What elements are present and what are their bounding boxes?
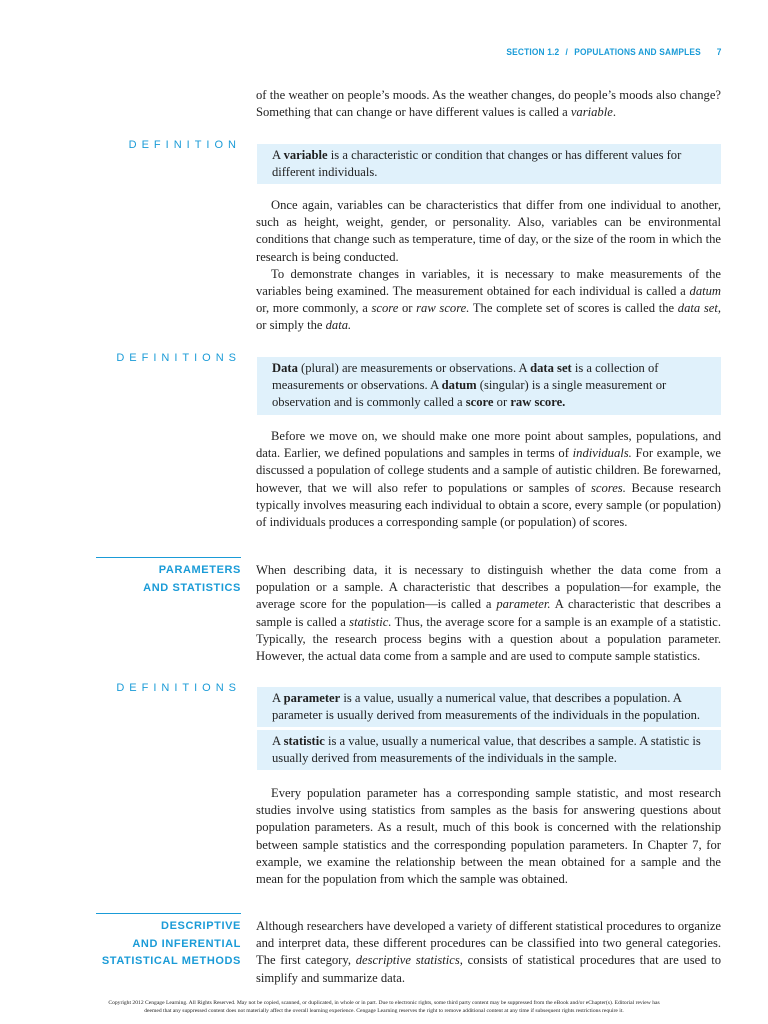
definitions-label: DEFINITIONS <box>116 682 241 694</box>
defined-term: variable <box>283 148 328 162</box>
copyright-footer: Copyright 2012 Cengage Learning. All Rights Reserved. May not be copied, scanned, or duplicated, in whole or in part. Due to electronic rights, some third party content may be suppressed from the eBook and/or eChapter(s). Editorial review has deemed that any suppressed content does not materially affect the overall learning experience. Cengage Learning reserves the right to remove additional content at any time if subsequent rights restrictions require it. <box>108 1000 660 1014</box>
paragraph: Once again, variables can be characteristics that differ from one individual to another, such as height, weight, gender, or personality. Also, variables can be environmental conditions that change such as temperature, time of day, or the size of the room in which the research is being conducted. <box>256 198 721 264</box>
header-separator: / <box>565 47 569 58</box>
definition-box-variable: A variable is a characteristic or condition that changes or has different values for different individuals. <box>257 144 721 184</box>
term-variable: variable <box>570 105 613 120</box>
variables-paragraphs <box>256 197 721 335</box>
definition-box-data: Data (plural) are measurements or observations. A data set is a collection of measurements or observations. A datum (singular) is a single measurement or observation and is commonly called a score or raw score. <box>257 357 721 415</box>
paragraph: To demonstrate changes in variables, it is necessary to make measurements of the variables being examined. The measurement obtained for each individual is called a datum or, more commonly, a score or raw score. The complete set of scores is called the data set, or simply the data. <box>256 266 721 333</box>
running-head <box>507 47 722 58</box>
intro-paragraph: of the weather on people’s moods. As the weather changes, do people’s moods also change? Something that can change or have different values is called a variable. <box>256 88 721 120</box>
page-number: 7 <box>717 47 722 58</box>
parameters-paragraph: When describing data, it is necessary to distinguish whether the data come from a population or a sample. A characteristic that describes a population—for example, the average score for the population—is called a parameter. A characteristic that describes a sample is called a statistic. Thus, the average score for a sample is an example of a statistic. Typically, the research process begins with a question about a population parameter. However, the actual data come from a sample and are used to compute sample statistics. <box>256 563 721 664</box>
samples-paragraph: Before we move on, we should make one more point about samples, populations, and data. Earlier, we defined populations and samples in terms of individuals. For example, we discussed a population of college students and a sample of autistic children. Be forewarned, however, that we will also refer to populations or samples of scores. Because research typically involves measuring each individual to obtain a score, every sample (or population) of individuals produces a corresponding sample (or population) of scores. <box>256 429 722 530</box>
definition-label: DEFINITION <box>128 139 241 151</box>
definitions-label: DEFINITIONS <box>116 352 241 364</box>
relationship-paragraph: Every population parameter has a corresponding sample statistic, and most research studies involve using statistics from samples as the basis for answering questions about population parameters. As a result, much of this book is concerned with the relationship between sample statistics and the corresponding population parameters. In Chapter 7, for example, we examine the relationship between the mean obtained for a sample and the mean for the population from which the sample was obtained. <box>256 786 721 887</box>
side-heading-descriptive: DESCRIPTIVE AND INFERENTIAL STATISTICAL METHODS <box>96 913 241 971</box>
section-title: POPULATIONS AND SAMPLES <box>574 47 702 58</box>
section-number: SECTION 1.2 <box>506 47 560 58</box>
descriptive-paragraph: Although researchers have developed a variety of different statistical procedures to organize and interpret data, these different procedures can be classified into two general categories. The first category, descriptive statistics, consists of statistical procedures that are used to simplify and summarize data. <box>256 919 721 985</box>
definition-box-statistic: A statistic is a value, usually a numerical value, that describes a sample. A statistic is usually derived from measurements of the individuals in the sample. <box>257 730 721 770</box>
side-heading-parameters: PARAMETERS AND STATISTICS <box>96 557 241 597</box>
definition-box-parameter: A parameter is a value, usually a numerical value, that describes a population. A parameter is usually derived from measurements of the individuals in the population. <box>257 687 721 727</box>
